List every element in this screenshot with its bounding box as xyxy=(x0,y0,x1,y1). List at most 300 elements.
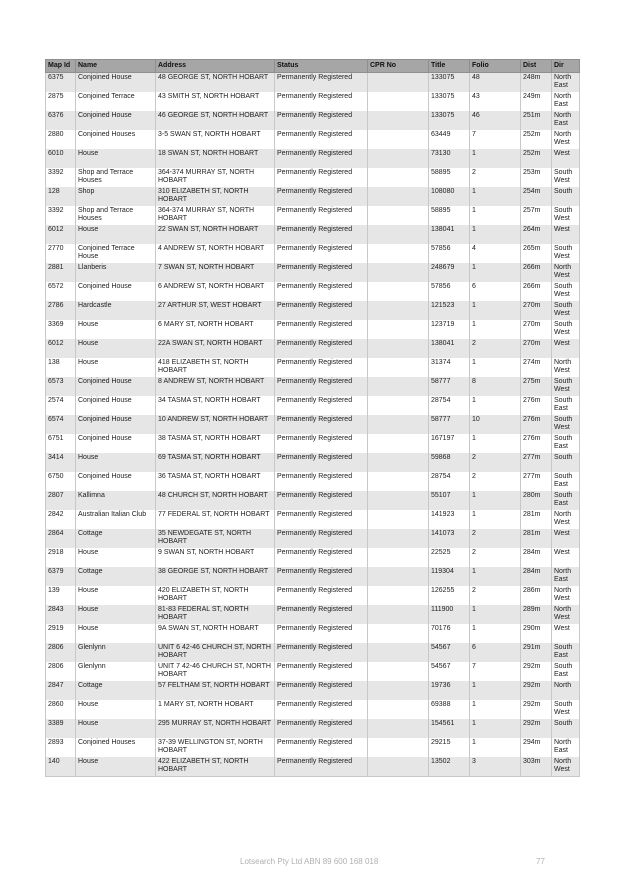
folio-cell: 6 xyxy=(470,282,521,301)
title-cell: 54567 xyxy=(429,662,470,681)
dist-cell: 266m xyxy=(521,282,552,301)
dist-cell: 252m xyxy=(521,130,552,149)
table-row xyxy=(46,605,580,624)
dist-cell: 294m xyxy=(521,738,552,757)
map-id-cell: 3392 xyxy=(46,206,76,225)
dist-cell: 277m xyxy=(521,453,552,472)
cpr-no-cell xyxy=(368,643,429,662)
title-cell: 111900 xyxy=(429,605,470,624)
title-cell: 133075 xyxy=(429,73,470,93)
cpr-no-cell xyxy=(368,187,429,206)
folio-cell: 43 xyxy=(470,92,521,111)
name-cell: Conjoined House xyxy=(76,434,156,453)
table-row xyxy=(46,586,580,605)
table-row xyxy=(46,73,580,93)
folio-cell: 1 xyxy=(470,510,521,529)
dist-cell: 281m xyxy=(521,529,552,548)
status-cell: Permanently Registered xyxy=(275,149,368,168)
dir-cell: West xyxy=(552,529,580,548)
column-header-address: Address xyxy=(156,60,275,73)
status-cell: Permanently Registered xyxy=(275,339,368,358)
map-id-cell: 2843 xyxy=(46,605,76,624)
cpr-no-cell xyxy=(368,263,429,282)
address-cell: 81-83 FEDERAL ST, NORTH HOBART xyxy=(156,605,275,624)
dir-cell: South West xyxy=(552,244,580,263)
title-cell: 141073 xyxy=(429,529,470,548)
address-cell: 364-374 MURRAY ST, NORTH HOBART xyxy=(156,206,275,225)
folio-cell: 3 xyxy=(470,757,521,777)
address-cell: 422 ELIZABETH ST, NORTH HOBART xyxy=(156,757,275,777)
table-row xyxy=(46,339,580,358)
dir-cell: South West xyxy=(552,168,580,187)
dist-cell: 286m xyxy=(521,586,552,605)
status-cell: Permanently Registered xyxy=(275,301,368,320)
status-cell: Permanently Registered xyxy=(275,244,368,263)
cpr-no-cell xyxy=(368,130,429,149)
folio-cell: 1 xyxy=(470,719,521,738)
status-cell: Permanently Registered xyxy=(275,282,368,301)
folio-cell: 4 xyxy=(470,244,521,263)
status-cell: Permanently Registered xyxy=(275,187,368,206)
name-cell: House xyxy=(76,624,156,643)
cpr-no-cell xyxy=(368,491,429,510)
dir-cell: South West xyxy=(552,301,580,320)
dist-cell: 274m xyxy=(521,358,552,377)
map-id-cell: 2918 xyxy=(46,548,76,567)
dist-cell: 251m xyxy=(521,111,552,130)
name-cell: Shop and Terrace Houses xyxy=(76,206,156,225)
address-cell: 37-39 WELLINGTON ST, NORTH HOBART xyxy=(156,738,275,757)
dir-cell: North West xyxy=(552,605,580,624)
dist-cell: 281m xyxy=(521,510,552,529)
dir-cell: North West xyxy=(552,130,580,149)
folio-cell: 1 xyxy=(470,206,521,225)
dir-cell: North East xyxy=(552,567,580,586)
folio-cell: 1 xyxy=(470,491,521,510)
table-row xyxy=(46,415,580,434)
name-cell: Shop and Terrace Houses xyxy=(76,168,156,187)
status-cell: Permanently Registered xyxy=(275,643,368,662)
status-cell: Permanently Registered xyxy=(275,168,368,187)
status-cell: Permanently Registered xyxy=(275,681,368,700)
map-id-cell: 2574 xyxy=(46,396,76,415)
title-cell: 58895 xyxy=(429,206,470,225)
dist-cell: 277m xyxy=(521,472,552,491)
folio-cell: 2 xyxy=(470,529,521,548)
folio-cell: 1 xyxy=(470,225,521,244)
column-header-dist: Dist xyxy=(521,60,552,73)
map-id-cell: 3414 xyxy=(46,453,76,472)
title-cell: 31374 xyxy=(429,358,470,377)
status-cell: Permanently Registered xyxy=(275,567,368,586)
dist-cell: 303m xyxy=(521,757,552,777)
folio-cell: 1 xyxy=(470,681,521,700)
dir-cell: South West xyxy=(552,206,580,225)
map-id-cell: 6572 xyxy=(46,282,76,301)
map-id-cell: 6012 xyxy=(46,339,76,358)
cpr-no-cell xyxy=(368,738,429,757)
dist-cell: 280m xyxy=(521,491,552,510)
title-cell: 141923 xyxy=(429,510,470,529)
title-cell: 133075 xyxy=(429,111,470,130)
name-cell: Glenlynn xyxy=(76,662,156,681)
dist-cell: 289m xyxy=(521,605,552,624)
address-cell: 1 MARY ST, NORTH HOBART xyxy=(156,700,275,719)
cpr-no-cell xyxy=(368,719,429,738)
cpr-no-cell xyxy=(368,73,429,93)
title-cell: 121523 xyxy=(429,301,470,320)
cpr-no-cell xyxy=(368,757,429,777)
address-cell: 36 TASMA ST, NORTH HOBART xyxy=(156,472,275,491)
address-cell: 3-5 SWAN ST, NORTH HOBART xyxy=(156,130,275,149)
cpr-no-cell xyxy=(368,567,429,586)
status-cell: Permanently Registered xyxy=(275,377,368,396)
status-cell: Permanently Registered xyxy=(275,605,368,624)
column-header-title: Title xyxy=(429,60,470,73)
table-row xyxy=(46,396,580,415)
name-cell: House xyxy=(76,225,156,244)
title-cell: 28754 xyxy=(429,472,470,491)
address-cell: 69 TASMA ST, NORTH HOBART xyxy=(156,453,275,472)
dir-cell: North East xyxy=(552,738,580,757)
table-row xyxy=(46,187,580,206)
name-cell: Cottage xyxy=(76,529,156,548)
title-cell: 126255 xyxy=(429,586,470,605)
name-cell: House xyxy=(76,605,156,624)
dir-cell: North West xyxy=(552,510,580,529)
address-cell: 8 ANDREW ST, NORTH HOBART xyxy=(156,377,275,396)
name-cell: House xyxy=(76,757,156,777)
cpr-no-cell xyxy=(368,624,429,643)
title-cell: 73130 xyxy=(429,149,470,168)
address-cell: UNIT 7 42-46 CHURCH ST, NORTH HOBART xyxy=(156,662,275,681)
table-row xyxy=(46,681,580,700)
map-id-cell: 2842 xyxy=(46,510,76,529)
column-header-folio: Folio xyxy=(470,60,521,73)
map-id-cell: 6379 xyxy=(46,567,76,586)
address-cell: 77 FEDERAL ST, NORTH HOBART xyxy=(156,510,275,529)
table-row xyxy=(46,548,580,567)
status-cell: Permanently Registered xyxy=(275,434,368,453)
folio-cell: 10 xyxy=(470,415,521,434)
status-cell: Permanently Registered xyxy=(275,472,368,491)
status-cell: Permanently Registered xyxy=(275,757,368,777)
name-cell: House xyxy=(76,149,156,168)
map-id-cell: 2847 xyxy=(46,681,76,700)
dist-cell: 254m xyxy=(521,187,552,206)
folio-cell: 1 xyxy=(470,434,521,453)
address-cell: 46 GEORGE ST, NORTH HOBART xyxy=(156,111,275,130)
dir-cell: North West xyxy=(552,263,580,282)
address-cell: 6 MARY ST, NORTH HOBART xyxy=(156,320,275,339)
dir-cell: South West xyxy=(552,320,580,339)
title-cell: 119304 xyxy=(429,567,470,586)
folio-cell: 1 xyxy=(470,567,521,586)
name-cell: House xyxy=(76,548,156,567)
table-row xyxy=(46,168,580,187)
map-id-cell: 2807 xyxy=(46,491,76,510)
dir-cell: South West xyxy=(552,377,580,396)
address-cell: 48 CHURCH ST, NORTH HOBART xyxy=(156,491,275,510)
cpr-no-cell xyxy=(368,244,429,263)
dist-cell: 253m xyxy=(521,168,552,187)
title-cell: 58777 xyxy=(429,415,470,434)
map-id-cell: 2786 xyxy=(46,301,76,320)
map-id-cell: 6573 xyxy=(46,377,76,396)
dist-cell: 252m xyxy=(521,149,552,168)
dir-cell: South East xyxy=(552,472,580,491)
name-cell: House xyxy=(76,719,156,738)
name-cell: Llanberis xyxy=(76,263,156,282)
title-cell: 58777 xyxy=(429,377,470,396)
folio-cell: 2 xyxy=(470,548,521,567)
dist-cell: 284m xyxy=(521,548,552,567)
dir-cell: North West xyxy=(552,757,580,777)
map-id-cell: 140 xyxy=(46,757,76,777)
title-cell: 108080 xyxy=(429,187,470,206)
cpr-no-cell xyxy=(368,396,429,415)
dist-cell: 292m xyxy=(521,662,552,681)
title-cell: 58895 xyxy=(429,168,470,187)
map-id-cell: 3389 xyxy=(46,719,76,738)
cpr-no-cell xyxy=(368,168,429,187)
folio-cell: 48 xyxy=(470,73,521,93)
address-cell: 4 ANDREW ST, NORTH HOBART xyxy=(156,244,275,263)
dist-cell: 276m xyxy=(521,415,552,434)
dist-cell: 275m xyxy=(521,377,552,396)
map-id-cell: 128 xyxy=(46,187,76,206)
title-cell: 154561 xyxy=(429,719,470,738)
folio-cell: 1 xyxy=(470,320,521,339)
name-cell: Conjoined House xyxy=(76,111,156,130)
status-cell: Permanently Registered xyxy=(275,225,368,244)
name-cell: Conjoined House xyxy=(76,415,156,434)
table-row xyxy=(46,263,580,282)
table-row xyxy=(46,567,580,586)
folio-cell: 46 xyxy=(470,111,521,130)
title-cell: 22525 xyxy=(429,548,470,567)
dist-cell: 249m xyxy=(521,92,552,111)
title-cell: 54567 xyxy=(429,643,470,662)
status-cell: Permanently Registered xyxy=(275,491,368,510)
title-cell: 19736 xyxy=(429,681,470,700)
table-row xyxy=(46,529,580,548)
name-cell: Conjoined House xyxy=(76,282,156,301)
table-row xyxy=(46,377,580,396)
address-cell: 9A SWAN ST, NORTH HOBART xyxy=(156,624,275,643)
dist-cell: 270m xyxy=(521,339,552,358)
folio-cell: 2 xyxy=(470,472,521,491)
dir-cell: North East xyxy=(552,92,580,111)
dist-cell: 248m xyxy=(521,73,552,93)
dir-cell: South East xyxy=(552,662,580,681)
dist-cell: 291m xyxy=(521,643,552,662)
dir-cell: West xyxy=(552,624,580,643)
cpr-no-cell xyxy=(368,320,429,339)
title-cell: 55107 xyxy=(429,491,470,510)
table-row xyxy=(46,225,580,244)
column-header-status: Status xyxy=(275,60,368,73)
folio-cell: 1 xyxy=(470,149,521,168)
address-cell: 38 GEORGE ST, NORTH HOBART xyxy=(156,567,275,586)
folio-cell: 1 xyxy=(470,358,521,377)
address-cell: 57 FELTHAM ST, NORTH HOBART xyxy=(156,681,275,700)
address-cell: UNIT 6 42-46 CHURCH ST, NORTH HOBART xyxy=(156,643,275,662)
cpr-no-cell xyxy=(368,111,429,130)
title-cell: 167197 xyxy=(429,434,470,453)
address-cell: 48 GEORGE ST, NORTH HOBART xyxy=(156,73,275,93)
column-header-cpr-no: CPR No xyxy=(368,60,429,73)
address-cell: 35 NEWDEGATE ST, NORTH HOBART xyxy=(156,529,275,548)
cpr-no-cell xyxy=(368,529,429,548)
status-cell: Permanently Registered xyxy=(275,358,368,377)
name-cell: Conjoined House xyxy=(76,73,156,93)
table-row xyxy=(46,738,580,757)
folio-cell: 7 xyxy=(470,662,521,681)
title-cell: 13502 xyxy=(429,757,470,777)
address-cell: 38 TASMA ST, NORTH HOBART xyxy=(156,434,275,453)
title-cell: 57856 xyxy=(429,282,470,301)
table-row xyxy=(46,491,580,510)
title-cell: 133075 xyxy=(429,92,470,111)
table-row xyxy=(46,130,580,149)
dir-cell: South xyxy=(552,453,580,472)
address-cell: 7 SWAN ST, NORTH HOBART xyxy=(156,263,275,282)
title-cell: 138041 xyxy=(429,225,470,244)
status-cell: Permanently Registered xyxy=(275,206,368,225)
dist-cell: 276m xyxy=(521,396,552,415)
status-cell: Permanently Registered xyxy=(275,586,368,605)
address-cell: 18 SWAN ST, NORTH HOBART xyxy=(156,149,275,168)
address-cell: 22 SWAN ST, NORTH HOBART xyxy=(156,225,275,244)
map-id-cell: 2875 xyxy=(46,92,76,111)
cpr-no-cell xyxy=(368,434,429,453)
dir-cell: South West xyxy=(552,415,580,434)
map-id-cell: 2806 xyxy=(46,662,76,681)
cpr-no-cell xyxy=(368,206,429,225)
dist-cell: 284m xyxy=(521,567,552,586)
address-cell: 34 TASMA ST, NORTH HOBART xyxy=(156,396,275,415)
name-cell: Conjoined Terrace xyxy=(76,92,156,111)
table-row xyxy=(46,719,580,738)
dir-cell: West xyxy=(552,225,580,244)
name-cell: Hardcastle xyxy=(76,301,156,320)
title-cell: 248679 xyxy=(429,263,470,282)
address-cell: 295 MURRAY ST, NORTH HOBART xyxy=(156,719,275,738)
address-cell: 364-374 MURRAY ST, NORTH HOBART xyxy=(156,168,275,187)
dist-cell: 264m xyxy=(521,225,552,244)
title-cell: 29215 xyxy=(429,738,470,757)
name-cell: Cottage xyxy=(76,567,156,586)
footer-company: Lotsearch Pty Ltd ABN 89 600 168 018 xyxy=(240,857,379,866)
dir-cell: South East xyxy=(552,491,580,510)
map-id-cell: 2770 xyxy=(46,244,76,263)
folio-cell: 1 xyxy=(470,187,521,206)
map-id-cell: 139 xyxy=(46,586,76,605)
dist-cell: 276m xyxy=(521,434,552,453)
map-id-cell: 2880 xyxy=(46,130,76,149)
title-cell: 28754 xyxy=(429,396,470,415)
dist-cell: 292m xyxy=(521,700,552,719)
name-cell: Cottage xyxy=(76,681,156,700)
status-cell: Permanently Registered xyxy=(275,700,368,719)
folio-cell: 2 xyxy=(470,339,521,358)
cpr-no-cell xyxy=(368,662,429,681)
status-cell: Permanently Registered xyxy=(275,510,368,529)
cpr-no-cell xyxy=(368,92,429,111)
address-cell: 27 ARTHUR ST, WEST HOBART xyxy=(156,301,275,320)
map-id-cell: 2919 xyxy=(46,624,76,643)
dist-cell: 292m xyxy=(521,681,552,700)
map-id-cell: 6750 xyxy=(46,472,76,491)
cpr-no-cell xyxy=(368,339,429,358)
status-cell: Permanently Registered xyxy=(275,624,368,643)
cpr-no-cell xyxy=(368,225,429,244)
status-cell: Permanently Registered xyxy=(275,111,368,130)
status-cell: Permanently Registered xyxy=(275,73,368,93)
title-cell: 70176 xyxy=(429,624,470,643)
title-cell: 138041 xyxy=(429,339,470,358)
map-id-cell: 3369 xyxy=(46,320,76,339)
cpr-no-cell xyxy=(368,700,429,719)
table-row xyxy=(46,358,580,377)
folio-cell: 2 xyxy=(470,586,521,605)
map-id-cell: 6751 xyxy=(46,434,76,453)
dir-cell: South West xyxy=(552,282,580,301)
folio-cell: 1 xyxy=(470,263,521,282)
cpr-no-cell xyxy=(368,472,429,491)
status-cell: Permanently Registered xyxy=(275,738,368,757)
folio-cell: 1 xyxy=(470,700,521,719)
table-row xyxy=(46,111,580,130)
table-header-row xyxy=(46,60,580,73)
title-cell: 59868 xyxy=(429,453,470,472)
cpr-no-cell xyxy=(368,681,429,700)
status-cell: Permanently Registered xyxy=(275,415,368,434)
name-cell: Conjoined House xyxy=(76,396,156,415)
dir-cell: West xyxy=(552,339,580,358)
cpr-no-cell xyxy=(368,548,429,567)
status-cell: Permanently Registered xyxy=(275,453,368,472)
status-cell: Permanently Registered xyxy=(275,263,368,282)
dist-cell: 257m xyxy=(521,206,552,225)
address-cell: 22A SWAN ST, NORTH HOBART xyxy=(156,339,275,358)
table-row xyxy=(46,92,580,111)
dir-cell: South East xyxy=(552,643,580,662)
dir-cell: North West xyxy=(552,586,580,605)
map-id-cell: 2881 xyxy=(46,263,76,282)
cpr-no-cell xyxy=(368,415,429,434)
status-cell: Permanently Registered xyxy=(275,719,368,738)
dir-cell: South East xyxy=(552,434,580,453)
cpr-no-cell xyxy=(368,377,429,396)
name-cell: House xyxy=(76,700,156,719)
folio-cell: 8 xyxy=(470,377,521,396)
table-row xyxy=(46,206,580,225)
map-id-cell: 6375 xyxy=(46,73,76,93)
map-id-cell: 2864 xyxy=(46,529,76,548)
map-id-cell: 6376 xyxy=(46,111,76,130)
table-row xyxy=(46,757,580,777)
cpr-no-cell xyxy=(368,282,429,301)
map-id-cell: 6574 xyxy=(46,415,76,434)
status-cell: Permanently Registered xyxy=(275,92,368,111)
table-row xyxy=(46,320,580,339)
map-id-cell: 138 xyxy=(46,358,76,377)
status-cell: Permanently Registered xyxy=(275,548,368,567)
map-id-cell: 6010 xyxy=(46,149,76,168)
map-id-cell: 3392 xyxy=(46,168,76,187)
